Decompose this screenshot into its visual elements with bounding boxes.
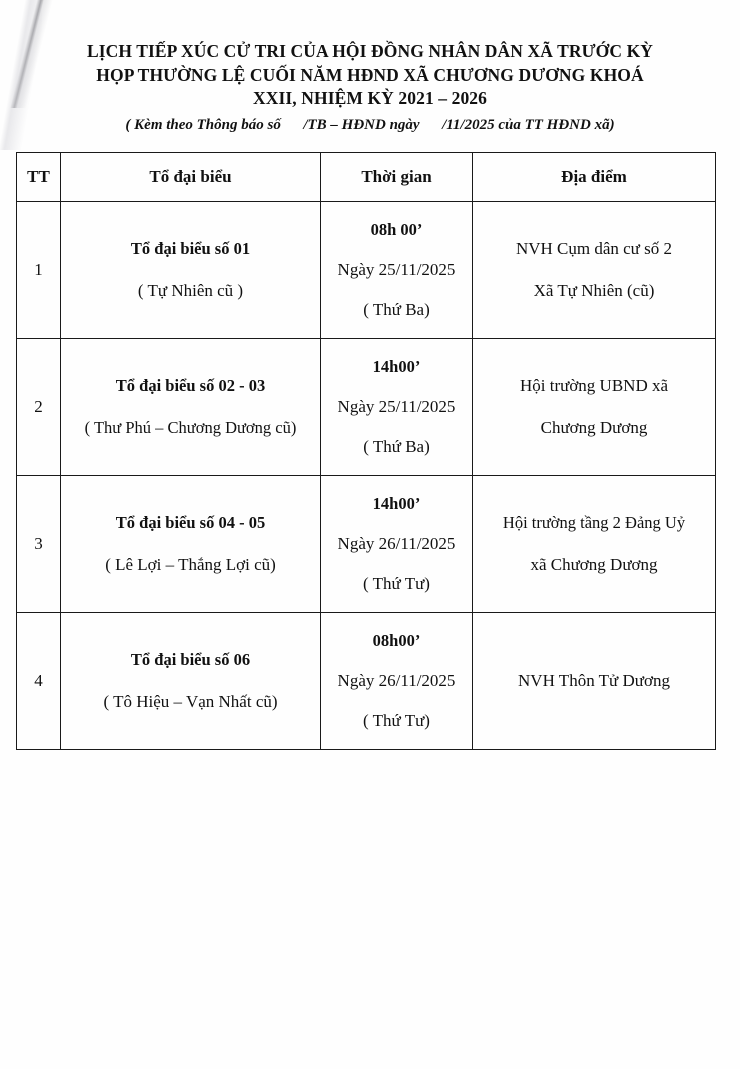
cell-place	[473, 476, 716, 613]
column-header-time: Thời gian	[321, 153, 473, 202]
time-weekday: ( Thứ Tư)	[363, 574, 430, 593]
time-weekday: ( Thứ Ba)	[363, 300, 430, 319]
document-title-block	[0, 40, 740, 134]
cell-group	[61, 202, 321, 339]
cell-group	[61, 613, 321, 750]
time-hour: 14h00’	[372, 357, 421, 376]
group-note: ( Tô Hiệu – Vạn Nhất cũ)	[103, 692, 278, 711]
cell-tt: 4	[17, 613, 61, 750]
time-date: Ngày 25/11/2025	[337, 397, 456, 416]
table-body	[17, 202, 716, 750]
cell-place	[473, 202, 716, 339]
cell-place	[473, 339, 716, 476]
time-weekday: ( Thứ Tư)	[363, 711, 430, 730]
group-name: Tổ đại biểu số 02 - 03	[115, 376, 266, 395]
document-subtitle-reference: ( Kèm theo Thông báo số /TB – HĐND ngày /11/2025 của TT HĐND xã)	[125, 116, 615, 133]
cell-tt: 1	[17, 202, 61, 339]
cell-time	[321, 202, 473, 339]
table-row	[17, 339, 716, 476]
time-hour: 08h00’	[372, 631, 421, 650]
place-line-1: NVH Cụm dân cư số 2	[515, 239, 673, 258]
table-row	[17, 202, 716, 339]
group-name: Tổ đại biểu số 04 - 05	[115, 513, 266, 532]
contact-schedule-table	[16, 152, 716, 750]
time-hour: 08h 00’	[370, 220, 423, 239]
place-line-1: Hội trường tầng 2 Đảng Uỷ	[502, 513, 686, 532]
cell-group	[61, 476, 321, 613]
cell-tt: 2	[17, 339, 61, 476]
table-row	[17, 476, 716, 613]
place-line-1: Hội trường UBND xã	[519, 376, 669, 395]
cell-time	[321, 476, 473, 613]
column-header-place: Địa điểm	[473, 153, 716, 202]
time-date: Ngày 26/11/2025	[337, 534, 456, 553]
place-line-2: xã Chương Dương	[530, 555, 658, 574]
time-date: Ngày 26/11/2025	[337, 671, 456, 690]
cell-tt: 3	[17, 476, 61, 613]
table-header-row	[17, 153, 716, 202]
table-header	[17, 153, 716, 202]
place-line-2: Chương Dương	[540, 418, 648, 437]
page-title-line-2: HỌP THƯỜNG LỆ CUỐI NĂM HĐND XÃ CHƯƠNG DƯƠNG KHOÁ	[96, 64, 644, 85]
page-title-line-3: XXII, NHIỆM KỲ 2021 – 2026	[253, 88, 487, 108]
column-header-group: Tổ đại biểu	[61, 153, 321, 202]
time-date: Ngày 25/11/2025	[337, 260, 456, 279]
table-row	[17, 613, 716, 750]
group-note: ( Thư Phú – Chương Dương cũ)	[84, 418, 297, 437]
cell-time	[321, 339, 473, 476]
group-note: ( Tự Nhiên cũ )	[137, 281, 244, 300]
column-header-tt: TT	[17, 153, 61, 202]
group-note: ( Lê Lợi – Thắng Lợi cũ)	[105, 555, 276, 574]
time-hour: 14h00’	[372, 494, 421, 513]
cell-time	[321, 613, 473, 750]
time-weekday: ( Thứ Ba)	[363, 437, 430, 456]
group-name: Tổ đại biểu số 01	[130, 239, 251, 258]
place-line-1: NVH Thôn Tử Dương	[518, 671, 670, 690]
place-line-2: Xã Tự Nhiên (cũ)	[533, 281, 655, 300]
page-title-line-1: LỊCH TIẾP XÚC CỬ TRI CỦA HỘI ĐỒNG NHÂN DÂN XÃ TRƯỚC KỲ	[86, 41, 654, 61]
cell-place	[473, 613, 716, 750]
group-name: Tổ đại biểu số 06	[130, 650, 251, 669]
cell-group	[61, 339, 321, 476]
